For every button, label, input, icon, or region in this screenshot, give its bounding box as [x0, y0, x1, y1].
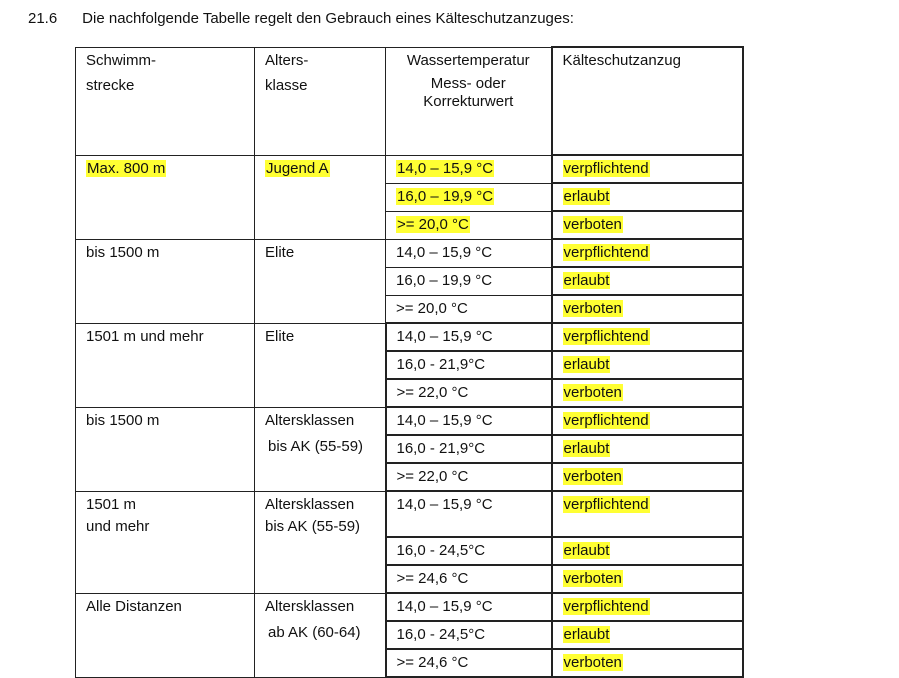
- cell-temp: [386, 295, 552, 323]
- klasse-line2: bis AK (55-59): [265, 517, 361, 535]
- cell-rule: [552, 323, 743, 351]
- strecke-text: bis 1500 m: [86, 243, 160, 261]
- cell-strecke: [76, 407, 255, 491]
- strecke-text: 1501 m und mehr: [86, 327, 204, 345]
- cell-temp: [386, 351, 552, 379]
- rule-text: verpflichtend: [563, 496, 649, 513]
- temp-text: 16,0 - 24,5°C: [396, 626, 486, 643]
- cell-rule: [552, 435, 743, 463]
- cell-klasse: [255, 407, 386, 491]
- cell-klasse: [255, 239, 386, 323]
- table-row: [76, 491, 743, 537]
- cell-temp: [386, 155, 552, 183]
- header-temperatur-line3: Korrekturwert: [423, 92, 514, 110]
- header-strecke-line1: Schwimm-: [86, 51, 156, 69]
- temp-text: 14,0 – 15,9 °C: [396, 412, 493, 429]
- header-row: [76, 47, 743, 155]
- rule-text: erlaubt: [563, 542, 610, 559]
- rule-text: verpflichtend: [563, 160, 649, 177]
- temp-text: 14,0 – 15,9 °C: [396, 598, 493, 615]
- header-klasse-line1: Alters-: [265, 51, 309, 69]
- klasse-text: Elite: [265, 327, 295, 345]
- table-row: [76, 155, 743, 183]
- cell-rule: [552, 267, 743, 295]
- rule-text: verpflichtend: [563, 244, 649, 261]
- cell-rule: [552, 351, 743, 379]
- rule-text: erlaubt: [563, 356, 610, 373]
- rule-text: erlaubt: [563, 440, 610, 457]
- temp-text: >= 24,6 °C: [396, 570, 469, 587]
- cell-temp: [386, 211, 552, 239]
- cell-klasse: [255, 491, 386, 593]
- cell-temp: [386, 565, 552, 593]
- table-row: [76, 323, 743, 351]
- header-strecke: [76, 47, 255, 155]
- cell-temp: [386, 323, 552, 351]
- klasse-line1: Altersklassen: [265, 597, 355, 615]
- cell-temp: [386, 537, 552, 565]
- temp-text: 14,0 – 15,9 °C: [396, 243, 493, 261]
- header-temperatur: [386, 47, 552, 155]
- cell-temp: [386, 491, 552, 537]
- cell-strecke: [76, 593, 255, 677]
- cell-rule: [552, 239, 743, 267]
- cell-rule: [552, 463, 743, 491]
- rule-text: verboten: [563, 570, 622, 587]
- strecke-text: Alle Distanzen: [86, 597, 182, 615]
- cell-temp: [386, 379, 552, 407]
- rule-text: erlaubt: [563, 188, 610, 205]
- cell-strecke: [76, 491, 255, 593]
- temp-text: >= 20,0 °C: [396, 299, 468, 317]
- cell-strecke: [76, 239, 255, 323]
- rule-text: verpflichtend: [563, 328, 649, 345]
- rule-text: verboten: [563, 468, 622, 485]
- header-klasse: [255, 47, 386, 155]
- rule-text: verboten: [563, 300, 622, 317]
- rule-text: verpflichtend: [563, 598, 649, 615]
- table-row: [76, 239, 743, 267]
- cell-temp: [386, 621, 552, 649]
- header-strecke-line2: strecke: [86, 76, 135, 94]
- klasse-line1: Altersklassen: [265, 411, 355, 429]
- cell-rule: [552, 155, 743, 183]
- cell-rule: [552, 183, 743, 211]
- cell-rule: [552, 537, 743, 565]
- cell-rule: [552, 565, 743, 593]
- cell-strecke: [76, 323, 255, 407]
- cell-rule: [552, 491, 743, 537]
- header-temperatur-line2: Mess- oder: [430, 74, 506, 92]
- klasse-text: Elite: [265, 243, 295, 261]
- header-anzug-label: Kälteschutzanzug: [562, 52, 681, 69]
- rule-text: verboten: [563, 384, 622, 401]
- temp-text: 16,0 – 19,9 °C: [396, 271, 493, 289]
- cell-klasse: [255, 593, 386, 677]
- temp-text: 14,0 – 15,9 °C: [396, 328, 493, 345]
- cell-temp: [386, 267, 552, 295]
- strecke-text: bis 1500 m: [86, 411, 160, 429]
- rule-text: erlaubt: [563, 626, 610, 643]
- section-text: Die nachfolgende Tabelle regelt den Gebrauch eines Kälteschutzanzuges:: [82, 10, 574, 27]
- temp-text: >= 22,0 °C: [396, 384, 469, 401]
- klasse-line2: ab AK (60-64): [268, 623, 361, 641]
- cell-temp: [386, 435, 552, 463]
- temp-text: >= 20,0 °C: [397, 215, 469, 233]
- cold-protection-table: [75, 46, 744, 678]
- temp-text: >= 22,0 °C: [396, 468, 469, 485]
- temp-text: 16,0 – 19,9 °C: [397, 187, 494, 205]
- temp-text: >= 24,6 °C: [396, 654, 469, 671]
- temp-text: 14,0 – 15,9 °C: [397, 159, 494, 177]
- temp-text: 16,0 - 21,9°C: [396, 440, 486, 457]
- cell-temp: [386, 463, 552, 491]
- strecke-text: Max. 800 m: [87, 159, 166, 177]
- header-klasse-line2: klasse: [265, 76, 308, 94]
- strecke-line1: 1501 m: [86, 495, 137, 513]
- cell-temp: [386, 183, 552, 211]
- cell-temp: [386, 593, 552, 621]
- cell-strecke: [76, 155, 255, 239]
- header-anzug: [552, 47, 743, 155]
- section-heading: [28, 10, 574, 27]
- temp-text: 14,0 – 15,9 °C: [396, 496, 493, 513]
- klasse-line1: Altersklassen: [265, 495, 355, 513]
- cell-rule: [552, 379, 743, 407]
- cell-rule: [552, 211, 743, 239]
- section-number: 21.6: [28, 10, 58, 27]
- rule-text: verboten: [563, 654, 622, 671]
- cell-temp: [386, 239, 552, 267]
- cell-rule: [552, 593, 743, 621]
- cell-rule: [552, 407, 743, 435]
- strecke-line2: und mehr: [86, 517, 150, 535]
- temp-text: 16,0 - 24,5°C: [396, 542, 486, 559]
- cell-rule: [552, 621, 743, 649]
- rule-text: verpflichtend: [563, 412, 649, 429]
- cell-klasse: [255, 323, 386, 407]
- temp-text: 16,0 - 21,9°C: [396, 356, 486, 373]
- cell-klasse: [255, 155, 386, 239]
- cell-temp: [386, 649, 552, 677]
- cell-temp: [386, 407, 552, 435]
- rule-text: verboten: [563, 216, 622, 233]
- rule-text: erlaubt: [563, 272, 610, 289]
- klasse-line2: bis AK (55-59): [268, 437, 364, 455]
- cell-rule: [552, 295, 743, 323]
- header-temperatur-line1: Wassertemperatur: [406, 51, 530, 69]
- table-row: [76, 407, 743, 435]
- klasse-text: Jugend A: [266, 159, 329, 177]
- cell-rule: [552, 649, 743, 677]
- table-row: [76, 593, 743, 621]
